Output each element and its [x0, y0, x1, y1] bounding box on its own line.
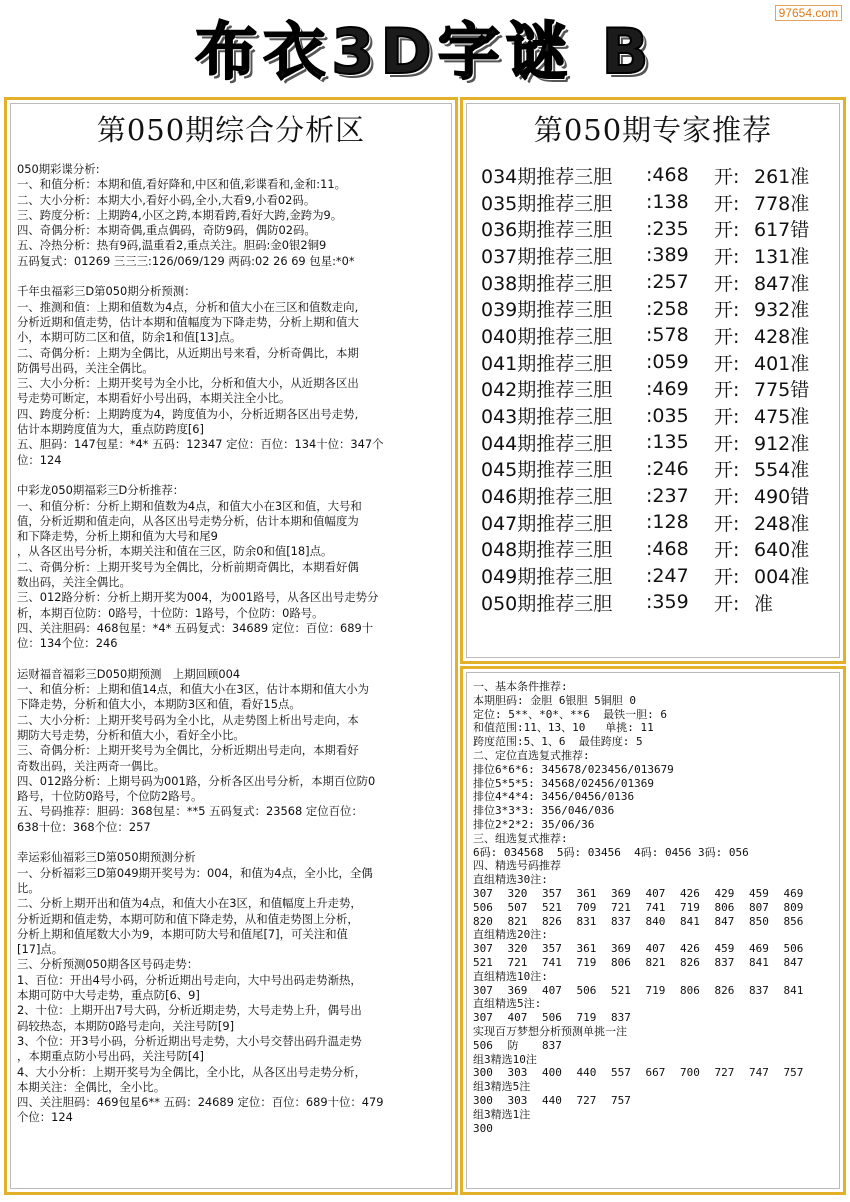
number-cell: 369	[611, 886, 631, 900]
analysis-line: 三、跨度分析：上期跨4,小区之跨,本期看跨,看好大跨,金跨为9。	[17, 207, 343, 222]
period-label: 044期推荐三胆	[481, 432, 613, 455]
open-label: 开:	[714, 299, 740, 322]
number-cell: 719	[576, 955, 597, 969]
analysis-line: 位：134个位：246	[17, 636, 118, 651]
expert-row	[481, 429, 835, 456]
expert-panel-inner	[466, 103, 840, 658]
analysis-line: 值，分析近期和值走向，从各区出号走势分析，估计本期和值幅度为	[17, 513, 359, 528]
expert-row	[481, 349, 835, 376]
group-label: 组3精选1注	[473, 1107, 531, 1121]
expert-row	[481, 215, 835, 242]
open-result: 490错	[754, 486, 810, 509]
number-row	[473, 1122, 835, 1136]
group-label: 直组精选5注:	[473, 997, 542, 1011]
number-row	[473, 1066, 835, 1080]
open-result: 131准	[754, 245, 810, 268]
period-label: 050期推荐三胆	[481, 592, 613, 615]
number-cell: 826	[542, 914, 562, 928]
period-label: 045期推荐三胆	[481, 459, 613, 482]
analysis-panel-title: 第050期综合分析区	[96, 113, 366, 147]
spacer	[17, 269, 447, 284]
number-cell: 807	[749, 900, 769, 914]
number-cell: 741	[645, 900, 666, 914]
pick-numbers: :035	[646, 404, 689, 427]
expert-row	[481, 322, 835, 349]
number-cell: 407	[542, 983, 562, 997]
number-cell: 741	[542, 955, 562, 969]
pick-numbers: :257	[646, 271, 689, 294]
pick-numbers: :258	[646, 297, 689, 320]
analysis-text	[17, 162, 447, 1126]
number-row	[473, 942, 835, 956]
open-label: 开:	[714, 352, 740, 375]
analysis-line: 运财福音福彩三D050期预测 上期回顾004	[17, 666, 241, 681]
period-label: 038期推荐三胆	[481, 272, 613, 295]
open-label: 开:	[714, 592, 740, 615]
conditions-panel-inner	[466, 672, 840, 1189]
number-cell: 407	[645, 942, 666, 956]
number-row	[473, 1094, 835, 1108]
open-label: 开:	[714, 245, 740, 268]
pick-numbers: :138	[646, 191, 689, 214]
number-cell: 837	[611, 914, 631, 928]
analysis-line: 三、分析预测050期各区号码走势：	[17, 957, 199, 972]
analysis-line: ，从各区出号分析，本期关注和值在三区，防余0和值[18]点。	[17, 544, 333, 559]
analysis-line: 本期可防中大号走势，重点防[6、9]	[17, 988, 200, 1003]
group-label: 直组精选20注:	[473, 928, 548, 942]
open-result: 775错	[754, 379, 810, 402]
number-cell: 440	[576, 1066, 597, 1080]
open-result: 617错	[754, 219, 810, 242]
analysis-line: 二、奇偶分析：上期为全偶比，从近期出号来看，分析奇偶比，本期	[17, 345, 359, 360]
analysis-line: 比。	[17, 880, 40, 895]
analysis-line: 本期关注：全偶比，全小比。	[17, 1079, 166, 1094]
open-result: 778准	[754, 192, 810, 215]
number-row	[473, 1039, 835, 1053]
period-label: 034期推荐三胆	[481, 165, 613, 188]
analysis-line: 一、分析福彩三D第049期开奖号为：004，和值为4点，全小比，全偶	[17, 865, 373, 880]
number-cell: 459	[714, 942, 735, 956]
open-label: 开:	[714, 325, 740, 348]
number-cell: 809	[783, 900, 804, 914]
expert-row	[481, 242, 835, 269]
number-cell: 407	[507, 1011, 528, 1025]
number-cell: 407	[645, 886, 666, 900]
group-label: 直组精选10注:	[473, 969, 548, 983]
open-label: 开:	[714, 406, 740, 429]
analysis-line: [17]点。	[17, 942, 64, 957]
number-cell: 307	[473, 983, 493, 997]
expert-row	[481, 376, 835, 403]
spacer	[17, 468, 447, 483]
expert-panel-title: 第050期专家推荐	[533, 113, 773, 147]
pick-numbers: :578	[646, 324, 689, 347]
number-cell: 防	[507, 1038, 519, 1052]
analysis-line: 中彩龙050期福彩三D分析推荐：	[17, 483, 185, 498]
number-cell: 361	[576, 942, 597, 956]
analysis-line: 二、分析上期开出和值为4点，和值大小在3区，和值幅度上升走势，	[17, 896, 362, 911]
condition-line: 6码: 034568 5码: 03456 4码: 0456 3码: 056	[473, 845, 749, 859]
number-cell: 426	[680, 942, 700, 956]
pick-numbers: :469	[646, 377, 689, 400]
pick-numbers: :135	[646, 431, 689, 454]
number-row	[473, 887, 835, 901]
number-cell: 320	[507, 886, 528, 900]
period-label: 049期推荐三胆	[481, 566, 613, 589]
pick-numbers: :237	[646, 484, 689, 507]
number-cell: 357	[542, 942, 562, 956]
period-label: 041期推荐三胆	[481, 352, 613, 375]
number-cell: 831	[576, 914, 597, 928]
analysis-line: 五码复式：01269 三三三:126/069/129 两码:02 26 69 包星:*0*	[17, 253, 355, 268]
expert-row	[481, 162, 835, 189]
condition-line: 和值范围:11、13、10 单挑: 11	[473, 721, 654, 735]
analysis-line: 奇数出码，关注两奇一偶比。	[17, 758, 166, 773]
pick-numbers: :247	[646, 564, 689, 587]
number-cell: 400	[542, 1066, 562, 1080]
analysis-line: 防偶号出码，关注全偶比。	[17, 360, 154, 375]
number-cell: 837	[749, 983, 769, 997]
expert-row	[481, 402, 835, 429]
number-cell: 719	[645, 983, 666, 997]
number-cell: 719	[576, 1011, 597, 1025]
open-label: 开:	[714, 539, 740, 562]
number-cell: 721	[611, 900, 631, 914]
analysis-line: 三、大小分析：上期开奖号为全小比，分析和值大小，从近期各区出	[17, 376, 359, 391]
analysis-line: 号走势可断定，本期看好小号出码，本期关注全小比。	[17, 391, 291, 406]
condition-line: 排位3*3*3: 356/046/036	[473, 804, 615, 818]
number-cell: 727	[714, 1066, 735, 1080]
analysis-line: 四、关注胆码：468包星：*4* 五码复式：34689 定位：百位：689十	[17, 620, 374, 635]
condition-line: 定位: 5**、*0*、**6 最铁一胆: 6	[473, 707, 667, 721]
pick-numbers: :389	[646, 244, 689, 267]
expert-row	[481, 562, 835, 589]
number-cell: 369	[507, 983, 528, 997]
number-cell: 841	[680, 914, 700, 928]
period-label: 035期推荐三胆	[481, 192, 613, 215]
analysis-line: 四、奇偶分析：本期奇偶,重点偶码，奇防9码，偶防02码。	[17, 223, 316, 238]
analysis-line: 五、号码推荐：胆码：368包星：**5 五码复式：23568 定位百位：	[17, 804, 363, 819]
open-label: 开:	[714, 432, 740, 455]
analysis-line: 三、012路分析：分析上期开奖为004，为001路号，从各区出号走势分	[17, 590, 379, 605]
analysis-line: 幸运彩仙福彩三D第050期预测分析	[17, 850, 196, 865]
banner	[0, 0, 850, 92]
analysis-line: 一、推测和值：上期和值数为4点，分析和值大小在三区和值数走向,	[17, 299, 359, 314]
open-result: 248准	[754, 512, 810, 535]
analysis-line: 小，本期可防二区和值，防余1和值[13]点。	[17, 330, 242, 345]
analysis-line: 四、012路分析：上期号码为001路，分析各区出号分析，本期百位防0	[17, 773, 376, 788]
spacer	[17, 652, 447, 667]
number-cell: 300	[473, 1093, 493, 1107]
number-cell: 837	[714, 955, 735, 969]
analysis-line: 析，本期百位防：0路号，十位防：1路号，个位防：0路号。	[17, 605, 324, 620]
number-cell: 303	[507, 1066, 528, 1080]
expert-row	[481, 509, 835, 536]
number-cell: 506	[473, 900, 493, 914]
analysis-line: 数出码，关注全偶比。	[17, 575, 131, 590]
number-cell: 369	[611, 942, 631, 956]
number-row	[473, 984, 835, 998]
expert-row	[481, 269, 835, 296]
period-label: 037期推荐三胆	[481, 245, 613, 268]
period-label: 046期推荐三胆	[481, 486, 613, 509]
analysis-line: 路号，十位防0路号，个位防2路号。	[17, 789, 203, 804]
number-cell: 806	[714, 900, 735, 914]
condition-line: 三、组选复式推荐:	[473, 831, 568, 845]
number-cell: 300	[473, 1066, 493, 1080]
number-cell: 459	[749, 886, 769, 900]
number-cell: 557	[611, 1066, 631, 1080]
period-label: 048期推荐三胆	[481, 539, 613, 562]
number-cell: 506	[576, 983, 597, 997]
open-label: 开:	[714, 486, 740, 509]
number-cell: 521	[542, 900, 562, 914]
number-cell: 700	[680, 1066, 700, 1080]
analysis-line: 4、大小分析：上期开奖号为全偶比，全小比，从各区出号走势分析，	[17, 1064, 366, 1079]
analysis-line: 分析近期和值走势，本期可防和值下降走势，从和值走势图上分析，	[17, 911, 359, 926]
number-cell: 757	[783, 1066, 804, 1080]
expert-panel	[460, 97, 846, 664]
open-result: 554准	[754, 459, 810, 482]
number-cell: 841	[749, 955, 769, 969]
analysis-line: 位：124	[17, 452, 62, 467]
number-cell: 721	[507, 955, 528, 969]
number-row	[473, 956, 835, 970]
analysis-line: 一、和值分析：上期和值14点，和值大小在3区，估计本期和值大小为	[17, 682, 370, 697]
number-cell: 826	[714, 983, 735, 997]
open-result: 准	[754, 592, 774, 615]
condition-line: 排位6*6*6: 345678/023456/013679	[473, 762, 674, 776]
pick-numbers: :468	[646, 164, 689, 187]
number-cell: 719	[680, 900, 700, 914]
number-row	[473, 915, 835, 929]
conditions-panel	[460, 666, 846, 1195]
analysis-line: 2、十位：上期开出7号大码，分析近期走势，大号走势上升，偶号出	[17, 1003, 362, 1018]
banner-title: 布衣3D字谜 B	[195, 14, 655, 88]
open-label: 开:	[714, 272, 740, 295]
analysis-panel	[4, 97, 458, 1195]
condition-line: 四、精选号码推荐	[473, 859, 561, 873]
analysis-line: 估计本期跨度值为大，重点防跨度[6]	[17, 422, 204, 437]
period-label: 039期推荐三胆	[481, 299, 613, 322]
number-cell: 757	[611, 1093, 631, 1107]
condition-line: 排位5*5*5: 34568/02456/01369	[473, 776, 654, 790]
number-cell: 507	[507, 900, 528, 914]
condition-line: 排位4*4*4: 3456/0456/0136	[473, 790, 635, 804]
analysis-line: 分析近期和值走势，估计本期和值幅度为下降走势，分析上期和值大	[17, 314, 359, 329]
number-cell: 821	[507, 914, 528, 928]
period-label: 040期推荐三胆	[481, 325, 613, 348]
number-cell: 521	[473, 955, 493, 969]
condition-line: 排位2*2*2: 35/06/36	[473, 817, 595, 831]
expert-row	[481, 295, 835, 322]
number-cell: 667	[645, 1066, 666, 1080]
pick-numbers: :468	[646, 537, 689, 560]
expert-row	[481, 456, 835, 483]
number-cell: 357	[542, 886, 562, 900]
spacer	[17, 835, 447, 850]
period-label: 036期推荐三胆	[481, 219, 613, 242]
open-result: 847准	[754, 272, 810, 295]
open-label: 开:	[714, 165, 740, 188]
number-cell: 806	[680, 983, 700, 997]
analysis-line: 二、大小分析：上期开奖号码为全小比，从走势图上析出号走向，本	[17, 712, 359, 727]
condition-line: 一、基本条件推荐:	[473, 680, 568, 693]
number-cell: 841	[783, 983, 804, 997]
pick-numbers: :235	[646, 217, 689, 240]
number-cell: 837	[542, 1038, 562, 1052]
number-cell: 820	[473, 914, 493, 928]
analysis-line: 期防大号走势，分析和值大小，看好全小比。	[17, 727, 245, 742]
open-result: 475准	[754, 406, 810, 429]
number-cell: 426	[680, 886, 700, 900]
number-row	[473, 901, 835, 915]
number-cell: 840	[645, 914, 666, 928]
number-cell: 300	[473, 1121, 493, 1135]
analysis-line: 分析上期和值尾数大小为9，本期可防大号和值尾[7]，可关注和值	[17, 926, 348, 941]
number-cell: 847	[714, 914, 735, 928]
group-label: 直组精选30注:	[473, 873, 548, 887]
analysis-line: 二、奇偶分析：上期开奖号为全偶比，分析前期奇偶比，本期看好偶	[17, 559, 359, 574]
number-cell: 361	[576, 886, 597, 900]
analysis-line: 3、个位：开3号小码，分析近期出号走势，大小号交替出码升温走势	[17, 1033, 362, 1048]
condition-line: 本期胆码: 金胆 6银胆 5铜胆 0	[473, 693, 636, 707]
number-cell: 837	[611, 1011, 631, 1025]
open-result: 640准	[754, 539, 810, 562]
pick-numbers: :246	[646, 457, 689, 480]
analysis-line: 二、大小分析：本期大小,看好小码,全小,大看9,小看02码。	[17, 192, 316, 207]
number-cell: 506	[473, 1038, 493, 1052]
open-label: 开:	[714, 219, 740, 242]
open-result: 261准	[754, 165, 810, 188]
analysis-line: 五、胆码：147包星：*4* 五码：12347 定位：百位：134十位：347个	[17, 437, 384, 452]
analysis-line: 五、冷热分析：热有9码,温重看2,重点关注。胆码:金0银2铜9	[17, 238, 327, 253]
number-cell: 307	[473, 886, 493, 900]
open-result: 428准	[754, 325, 810, 348]
number-cell: 320	[507, 942, 528, 956]
analysis-line: 四、跨度分析：上期跨度为4，跨度值为小，分析近期各区出号走势,	[17, 406, 359, 421]
expert-row	[481, 536, 835, 563]
condition-line: 二、定位直选复式推荐:	[473, 748, 590, 762]
number-cell: 506	[542, 1011, 562, 1025]
number-cell: 429	[714, 886, 735, 900]
pick-numbers: :059	[646, 351, 689, 374]
number-cell: 440	[542, 1093, 562, 1107]
analysis-line: 1、百位：开出4号小码，分析近期出号走向，大中号出码走势渐热，	[17, 972, 362, 987]
period-label: 043期推荐三胆	[481, 406, 613, 429]
pick-numbers: :128	[646, 511, 689, 534]
analysis-line: 下降走势，分析和值大小，本期防3区和值，看好15点。	[17, 697, 301, 712]
open-label: 开:	[714, 512, 740, 535]
number-row	[473, 1011, 835, 1025]
number-cell: 307	[473, 1011, 493, 1025]
number-cell: 747	[749, 1066, 769, 1080]
number-cell: 469	[749, 942, 769, 956]
analysis-line: 千年虫福彩三D第050期分析预测：	[17, 284, 196, 299]
period-label: 042期推荐三胆	[481, 379, 613, 402]
group-label: 实现百万梦想分析预测单挑一注	[473, 1024, 627, 1038]
group-label: 组3精选10注	[473, 1052, 537, 1066]
number-cell: 826	[680, 955, 700, 969]
open-label: 开:	[714, 566, 740, 589]
condition-line: 跨度范围:5、1、6 最佳跨度: 5	[473, 735, 643, 749]
number-cell: 821	[645, 955, 666, 969]
site-watermark: 97654.com	[775, 5, 842, 21]
pick-numbers: :359	[646, 591, 689, 614]
number-cell: 709	[576, 900, 597, 914]
analysis-line: 四、关注胆码：469包星6** 五码：24689 定位：百位：689十位：479	[17, 1095, 384, 1110]
number-cell: 303	[507, 1093, 528, 1107]
analysis-line: ，本期重点防小号出码，关注号防[4]	[17, 1049, 204, 1064]
number-cell: 469	[783, 886, 804, 900]
conditions-text	[473, 680, 835, 1135]
open-label: 开:	[714, 192, 740, 215]
expert-recommendation-list	[481, 162, 835, 616]
number-cell: 806	[611, 955, 631, 969]
expert-row	[481, 482, 835, 509]
number-cell: 521	[611, 983, 631, 997]
number-cell: 850	[749, 914, 769, 928]
open-result: 004准	[754, 566, 810, 589]
analysis-line: 码较热态，本期防0路号走向，关注号防[9]	[17, 1018, 235, 1033]
open-result: 401准	[754, 352, 810, 375]
open-label: 开:	[714, 379, 740, 402]
open-label: 开:	[714, 459, 740, 482]
analysis-line: 三、奇偶分析：上期开奖号为全偶比，分析近期出号走向，本期看好	[17, 743, 359, 758]
analysis-line: 050期彩谍分析:	[17, 162, 100, 176]
analysis-line: 一、和值分析：本期和值,看好降和,中区和值,彩谍看和,金和:11。	[17, 177, 346, 192]
number-cell: 307	[473, 942, 493, 956]
open-result: 912准	[754, 432, 810, 455]
expert-row	[481, 189, 835, 216]
analysis-line: 和下降走势，分析上期和值为大号和尾9	[17, 529, 218, 544]
number-cell: 856	[783, 914, 804, 928]
expert-row	[481, 589, 835, 616]
period-label: 047期推荐三胆	[481, 512, 613, 535]
analysis-line: 638十位：368个位：257	[17, 819, 151, 834]
number-cell: 847	[783, 955, 804, 969]
analysis-panel-inner	[10, 103, 452, 1189]
number-cell: 506	[783, 942, 804, 956]
analysis-line: 个位：124	[17, 1110, 73, 1125]
open-result: 932准	[754, 299, 810, 322]
number-cell: 727	[576, 1093, 597, 1107]
analysis-line: 一、和值分析：分析上期和值数为4点，和值大小在3区和值，大号和	[17, 498, 362, 513]
group-label: 组3精选5注	[473, 1080, 531, 1094]
